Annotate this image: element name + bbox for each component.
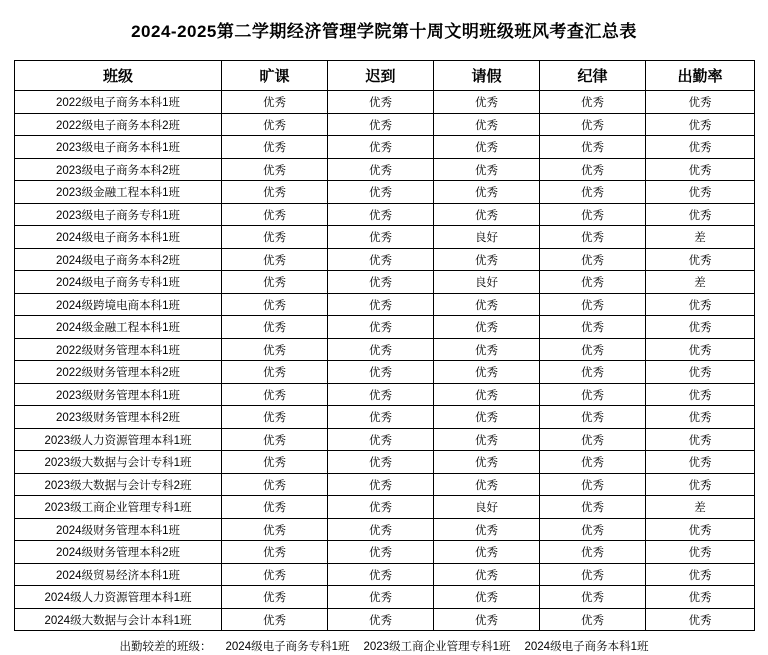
cell-discipline: 优秀 bbox=[540, 563, 646, 586]
cell-attendance-rate: 优秀 bbox=[646, 181, 755, 204]
column-header-late: 迟到 bbox=[328, 61, 434, 91]
cell-late: 优秀 bbox=[328, 563, 434, 586]
cell-leave: 优秀 bbox=[434, 361, 540, 384]
cell-late: 优秀 bbox=[328, 158, 434, 181]
cell-attendance-rate: 差 bbox=[646, 226, 755, 249]
cell-class: 2024级跨境电商本科1班 bbox=[15, 293, 222, 316]
cell-attendance-rate: 优秀 bbox=[646, 158, 755, 181]
cell-absence: 优秀 bbox=[222, 518, 328, 541]
cell-late: 优秀 bbox=[328, 406, 434, 429]
column-header-leave: 请假 bbox=[434, 61, 540, 91]
cell-class: 2023级电子商务本科2班 bbox=[15, 158, 222, 181]
cell-absence: 优秀 bbox=[222, 136, 328, 159]
cell-class: 2023级电子商务本科1班 bbox=[15, 136, 222, 159]
cell-class: 2024级贸易经济本科1班 bbox=[15, 563, 222, 586]
column-header-attendance-rate: 出勤率 bbox=[646, 61, 755, 91]
cell-leave: 优秀 bbox=[434, 91, 540, 114]
cell-late: 优秀 bbox=[328, 271, 434, 294]
cell-absence: 优秀 bbox=[222, 428, 328, 451]
cell-leave: 优秀 bbox=[434, 158, 540, 181]
column-header-class: 班级 bbox=[15, 61, 222, 91]
cell-discipline: 优秀 bbox=[540, 338, 646, 361]
cell-absence: 优秀 bbox=[222, 383, 328, 406]
page-title: 2024-2025第二学期经济管理学院第十周文明班级班风考查汇总表 bbox=[131, 22, 637, 41]
footnote-item: 2023级工商企业管理专科1班 bbox=[363, 641, 511, 654]
cell-leave: 良好 bbox=[434, 496, 540, 519]
cell-leave: 优秀 bbox=[434, 181, 540, 204]
table-row bbox=[15, 406, 755, 429]
cell-leave: 优秀 bbox=[434, 608, 540, 631]
cell-class: 2024级财务管理本科2班 bbox=[15, 541, 222, 564]
cell-attendance-rate: 优秀 bbox=[646, 113, 755, 136]
cell-absence: 优秀 bbox=[222, 586, 328, 609]
footnote-item: 2024级电子商务本科1班 bbox=[524, 641, 649, 654]
cell-attendance-rate: 优秀 bbox=[646, 338, 755, 361]
cell-attendance-rate: 优秀 bbox=[646, 383, 755, 406]
cell-attendance-rate: 优秀 bbox=[646, 361, 755, 384]
table-row bbox=[15, 586, 755, 609]
cell-class: 2024级大数据与会计本科1班 bbox=[15, 608, 222, 631]
cell-leave: 优秀 bbox=[434, 316, 540, 339]
cell-discipline: 优秀 bbox=[540, 586, 646, 609]
cell-absence: 优秀 bbox=[222, 203, 328, 226]
cell-discipline: 优秀 bbox=[540, 181, 646, 204]
table-row bbox=[15, 518, 755, 541]
cell-leave: 优秀 bbox=[434, 428, 540, 451]
cell-class: 2022级电子商务本科2班 bbox=[15, 113, 222, 136]
table-row bbox=[15, 203, 755, 226]
table-row bbox=[15, 136, 755, 159]
cell-late: 优秀 bbox=[328, 113, 434, 136]
cell-class: 2023级财务管理本科1班 bbox=[15, 383, 222, 406]
cell-attendance-rate: 优秀 bbox=[646, 136, 755, 159]
cell-leave: 优秀 bbox=[434, 406, 540, 429]
cell-late: 优秀 bbox=[328, 451, 434, 474]
table-row bbox=[15, 451, 755, 474]
cell-late: 优秀 bbox=[328, 518, 434, 541]
table-row bbox=[15, 158, 755, 181]
cell-attendance-rate: 优秀 bbox=[646, 91, 755, 114]
cell-leave: 优秀 bbox=[434, 451, 540, 474]
cell-absence: 优秀 bbox=[222, 338, 328, 361]
cell-attendance-rate: 优秀 bbox=[646, 203, 755, 226]
cell-absence: 优秀 bbox=[222, 226, 328, 249]
cell-attendance-rate: 优秀 bbox=[646, 293, 755, 316]
cell-leave: 优秀 bbox=[434, 383, 540, 406]
cell-leave: 优秀 bbox=[434, 473, 540, 496]
cell-class: 2023级金融工程本科1班 bbox=[15, 181, 222, 204]
cell-discipline: 优秀 bbox=[540, 113, 646, 136]
cell-late: 优秀 bbox=[328, 91, 434, 114]
cell-absence: 优秀 bbox=[222, 406, 328, 429]
table-row bbox=[15, 271, 755, 294]
cell-attendance-rate: 优秀 bbox=[646, 541, 755, 564]
cell-late: 优秀 bbox=[328, 248, 434, 271]
cell-late: 优秀 bbox=[328, 496, 434, 519]
table-row bbox=[15, 496, 755, 519]
cell-absence: 优秀 bbox=[222, 271, 328, 294]
cell-absence: 优秀 bbox=[222, 293, 328, 316]
cell-class: 2023级人力资源管理本科1班 bbox=[15, 428, 222, 451]
cell-absence: 优秀 bbox=[222, 91, 328, 114]
cell-attendance-rate: 优秀 bbox=[646, 563, 755, 586]
table-row bbox=[15, 113, 755, 136]
cell-attendance-rate: 优秀 bbox=[646, 248, 755, 271]
table-header-row bbox=[15, 61, 755, 91]
cell-late: 优秀 bbox=[328, 226, 434, 249]
cell-discipline: 优秀 bbox=[540, 248, 646, 271]
table-body bbox=[15, 91, 755, 631]
cell-absence: 优秀 bbox=[222, 316, 328, 339]
cell-discipline: 优秀 bbox=[540, 226, 646, 249]
cell-absence: 优秀 bbox=[222, 451, 328, 474]
cell-leave: 优秀 bbox=[434, 541, 540, 564]
table-row bbox=[15, 383, 755, 406]
cell-discipline: 优秀 bbox=[540, 473, 646, 496]
table-row bbox=[15, 361, 755, 384]
cell-absence: 优秀 bbox=[222, 608, 328, 631]
table-row bbox=[15, 428, 755, 451]
cell-discipline: 优秀 bbox=[540, 91, 646, 114]
column-header-absence: 旷课 bbox=[222, 61, 328, 91]
cell-discipline: 优秀 bbox=[540, 541, 646, 564]
cell-attendance-rate: 优秀 bbox=[646, 451, 755, 474]
cell-attendance-rate: 优秀 bbox=[646, 608, 755, 631]
cell-class: 2023级电子商务专科1班 bbox=[15, 203, 222, 226]
column-header-discipline: 纪律 bbox=[540, 61, 646, 91]
cell-late: 优秀 bbox=[328, 541, 434, 564]
cell-late: 优秀 bbox=[328, 383, 434, 406]
table-row bbox=[15, 293, 755, 316]
table-row bbox=[15, 608, 755, 631]
cell-class: 2024级电子商务本科1班 bbox=[15, 226, 222, 249]
table-row bbox=[15, 226, 755, 249]
cell-late: 优秀 bbox=[328, 473, 434, 496]
table-row bbox=[15, 563, 755, 586]
cell-class: 2023级大数据与会计专科2班 bbox=[15, 473, 222, 496]
cell-class: 2024级财务管理本科1班 bbox=[15, 518, 222, 541]
cell-class: 2023级大数据与会计专科1班 bbox=[15, 451, 222, 474]
cell-late: 优秀 bbox=[328, 316, 434, 339]
table-row bbox=[15, 91, 755, 114]
cell-leave: 优秀 bbox=[434, 563, 540, 586]
cell-absence: 优秀 bbox=[222, 113, 328, 136]
cell-leave: 优秀 bbox=[434, 338, 540, 361]
table-row bbox=[15, 316, 755, 339]
cell-late: 优秀 bbox=[328, 203, 434, 226]
cell-attendance-rate: 差 bbox=[646, 496, 755, 519]
cell-leave: 优秀 bbox=[434, 136, 540, 159]
cell-discipline: 优秀 bbox=[540, 406, 646, 429]
cell-class: 2023级工商企业管理专科1班 bbox=[15, 496, 222, 519]
cell-absence: 优秀 bbox=[222, 563, 328, 586]
cell-attendance-rate: 优秀 bbox=[646, 406, 755, 429]
cell-class: 2022级电子商务本科1班 bbox=[15, 91, 222, 114]
cell-class: 2024级电子商务本科2班 bbox=[15, 248, 222, 271]
table-row bbox=[15, 338, 755, 361]
cell-attendance-rate: 优秀 bbox=[646, 316, 755, 339]
cell-discipline: 优秀 bbox=[540, 316, 646, 339]
footnote bbox=[14, 639, 754, 655]
cell-absence: 优秀 bbox=[222, 541, 328, 564]
cell-absence: 优秀 bbox=[222, 158, 328, 181]
cell-leave: 优秀 bbox=[434, 203, 540, 226]
cell-late: 优秀 bbox=[328, 338, 434, 361]
cell-discipline: 优秀 bbox=[540, 361, 646, 384]
cell-absence: 优秀 bbox=[222, 361, 328, 384]
footnote-label: 出勤较差的班级： bbox=[119, 641, 212, 654]
cell-discipline: 优秀 bbox=[540, 428, 646, 451]
cell-discipline: 优秀 bbox=[540, 136, 646, 159]
cell-late: 优秀 bbox=[328, 608, 434, 631]
cell-class: 2022级财务管理本科1班 bbox=[15, 338, 222, 361]
cell-leave: 优秀 bbox=[434, 113, 540, 136]
cell-attendance-rate: 差 bbox=[646, 271, 755, 294]
cell-class: 2024级金融工程本科1班 bbox=[15, 316, 222, 339]
cell-discipline: 优秀 bbox=[540, 271, 646, 294]
cell-class: 2022级财务管理本科2班 bbox=[15, 361, 222, 384]
table-row bbox=[15, 248, 755, 271]
cell-attendance-rate: 优秀 bbox=[646, 473, 755, 496]
cell-discipline: 优秀 bbox=[540, 496, 646, 519]
cell-absence: 优秀 bbox=[222, 181, 328, 204]
cell-discipline: 优秀 bbox=[540, 383, 646, 406]
cell-discipline: 优秀 bbox=[540, 158, 646, 181]
table-header bbox=[15, 61, 755, 91]
cell-leave: 良好 bbox=[434, 271, 540, 294]
cell-discipline: 优秀 bbox=[540, 451, 646, 474]
cell-leave: 优秀 bbox=[434, 293, 540, 316]
attendance-summary-table bbox=[14, 60, 755, 631]
cell-absence: 优秀 bbox=[222, 496, 328, 519]
cell-late: 优秀 bbox=[328, 586, 434, 609]
cell-late: 优秀 bbox=[328, 293, 434, 316]
footnote-item: 2024级电子商务专科1班 bbox=[225, 641, 350, 654]
cell-discipline: 优秀 bbox=[540, 203, 646, 226]
cell-late: 优秀 bbox=[328, 136, 434, 159]
cell-attendance-rate: 优秀 bbox=[646, 586, 755, 609]
cell-absence: 优秀 bbox=[222, 473, 328, 496]
cell-attendance-rate: 优秀 bbox=[646, 518, 755, 541]
table-row bbox=[15, 541, 755, 564]
cell-late: 优秀 bbox=[328, 181, 434, 204]
cell-late: 优秀 bbox=[328, 361, 434, 384]
cell-class: 2024级电子商务专科1班 bbox=[15, 271, 222, 294]
cell-discipline: 优秀 bbox=[540, 608, 646, 631]
cell-leave: 良好 bbox=[434, 226, 540, 249]
cell-absence: 优秀 bbox=[222, 248, 328, 271]
cell-late: 优秀 bbox=[328, 428, 434, 451]
cell-class: 2024级人力资源管理本科1班 bbox=[15, 586, 222, 609]
table-row bbox=[15, 181, 755, 204]
table-row bbox=[15, 473, 755, 496]
cell-attendance-rate: 优秀 bbox=[646, 428, 755, 451]
cell-leave: 优秀 bbox=[434, 518, 540, 541]
cell-discipline: 优秀 bbox=[540, 518, 646, 541]
cell-class: 2023级财务管理本科2班 bbox=[15, 406, 222, 429]
cell-leave: 优秀 bbox=[434, 586, 540, 609]
cell-discipline: 优秀 bbox=[540, 293, 646, 316]
cell-leave: 优秀 bbox=[434, 248, 540, 271]
